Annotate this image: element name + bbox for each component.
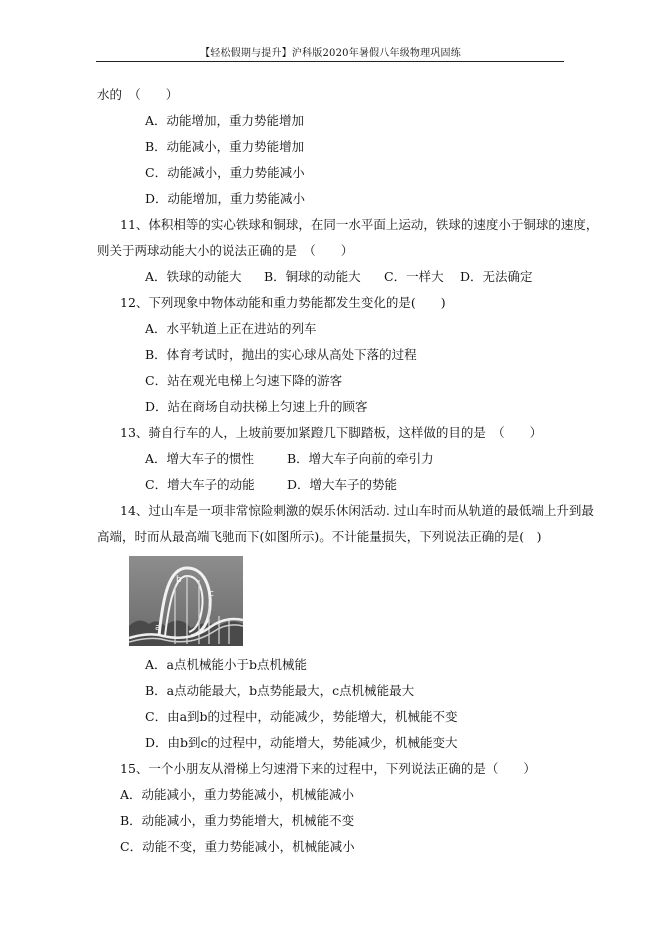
q13-stem: 13、骑自行车的人，上坡前要加紧蹬几下脚踏板，这样做的目的是 （ ） <box>120 425 543 440</box>
q10-option-a: A．动能增加，重力势能增加 <box>145 113 305 128</box>
q13-option-d: D．增大车子的势能 <box>287 477 398 492</box>
q11-option-a: A．铁球的动能大 <box>145 269 242 284</box>
point-b-label: b <box>176 575 182 585</box>
q13-option-a: A．增大车子的惯性 <box>145 451 255 466</box>
q15-stem: 15、一个小朋友从滑梯上匀速滑下来的过程中，下列说法正确的是（ ） <box>120 761 536 776</box>
q11-option-c: C．一样大 <box>384 269 444 284</box>
q13-option-b: B．增大车子向前的牵引力 <box>287 451 434 466</box>
header-divider <box>96 61 564 62</box>
q14-option-a: A．a点机械能小于b点机械能 <box>145 657 307 672</box>
q11-stem-line1: 11、体积相等的实心铁球和铜球，在同一水平面上运动，铁球的速度小于铜球的速度， <box>120 217 599 232</box>
q15-option-a: A．动能减小，重力势能减小，机械能减小 <box>120 787 355 802</box>
q10-option-c: C．动能减小，重力势能减小 <box>145 165 305 180</box>
q11-option-d: D．无法确定 <box>460 269 533 284</box>
q12-stem: 12、下列现象中物体动能和重力势能都发生变化的是( ) <box>120 295 446 310</box>
q14-stem-line1: 14、过山车是一项非常惊险刺激的娱乐休闲活动. 过山车时而从轨道的最低端上升到最 <box>120 503 594 518</box>
q10-option-b: B．动能减小，重力势能增加 <box>145 139 305 154</box>
q11-option-b: B．铜球的动能大 <box>264 269 361 284</box>
q12-option-b: B．体育考试时，抛出的实心球从高处下落的过程 <box>145 347 417 362</box>
q13-option-c: C．增大车子的动能 <box>145 477 255 492</box>
q11-stem-line2: 则关于两球动能大小的说法正确的是 （ ） <box>97 243 354 258</box>
q14-option-c: C．由a到b的过程中，动能减少，势能增大，机械能不变 <box>145 709 458 724</box>
q12-option-a: A．水平轨道上正在进站的列车 <box>145 321 317 336</box>
q14-option-b: B．a点动能最大，b点势能最大，c点机械能最大 <box>145 683 415 698</box>
q12-option-c: C．站在观光电梯上匀速下降的游客 <box>145 373 343 388</box>
q10-option-d: D．动能增加，重力势能减小 <box>145 191 306 206</box>
point-a-label: a <box>155 623 161 633</box>
q14-stem-line2: 高端，时而从最高端飞驰而下(如图所示)。不计能量损失，下列说法正确的是( ) <box>97 529 542 544</box>
page-header: 【轻松假期与提升】沪科版2020年暑假八年级物理巩固练 <box>200 48 461 59</box>
q15-option-b: B．动能减小，重力势能增大，机械能不变 <box>120 813 355 828</box>
point-c-label: c <box>209 589 214 599</box>
roller-coaster-figure <box>129 556 243 646</box>
q10-stem-tail: 水的 （ ） <box>97 87 179 102</box>
q15-option-c: C．动能不变，重力势能减小，机械能减小 <box>120 839 355 854</box>
q14-option-d: D．由b到c的过程中，动能增大，势能减少，机械能变大 <box>145 735 458 750</box>
q12-option-d: D．站在商场自动扶梯上匀速上升的顾客 <box>145 399 368 414</box>
